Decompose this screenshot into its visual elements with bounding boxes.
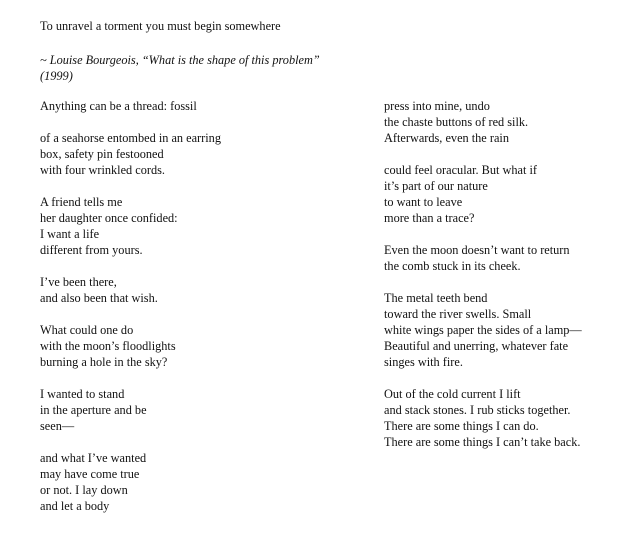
poem-line: with the moon’s floodlights [40,339,176,353]
stanza-break [384,146,624,162]
stanza [40,450,360,514]
stanza [384,98,624,146]
poem-line: I’ve been there, [40,275,117,289]
poem-line: Beautiful and unerring, whatever fate [384,339,569,353]
stanza-break [384,274,624,290]
poem-line: What could one do [40,323,134,337]
poem-line: seen— [40,419,75,433]
poem-line: singes with fire. [384,355,463,369]
stanza [384,242,624,274]
poem-line: it’s part of our nature [384,179,488,193]
stanza-break [40,434,360,450]
stanza-break [40,178,360,194]
poem-line: box, safety pin festooned [40,147,164,161]
stanza [384,386,624,450]
stanza [40,98,360,114]
poem-line: press into mine, undo [384,99,490,113]
poem-line: the comb stuck in its cheek. [384,259,521,273]
poem-line: A friend tells me [40,195,123,209]
poem-line: and also been that wish. [40,291,158,305]
stanza-break [40,306,360,322]
poem-line: or not. I lay down [40,483,128,497]
stanza [384,162,624,226]
poem-line: to want to leave [384,195,463,209]
poem-line: with four wrinkled cords. [40,163,165,177]
stanza-break [384,370,624,386]
poem-line: in the aperture and be [40,403,147,417]
poem-column-right [384,98,624,450]
poem-line: of a seahorse entombed in an earring [40,131,221,145]
stanza-break [40,370,360,386]
stanza [40,322,360,370]
poem-line: Out of the cold current I lift [384,387,521,401]
poem-line: There are some things I can’t take back. [384,435,581,449]
stanza [40,130,360,178]
poem-line: and stack stones. I rub sticks together. [384,403,571,417]
poem-line: burning a hole in the sky? [40,355,168,369]
poem-line: Even the moon doesn’t want to return [384,243,570,257]
epigraph-year: (1999) [40,69,73,83]
poem-line: I wanted to stand [40,387,125,401]
poem-line: may have come true [40,467,140,481]
poem-line: I want a life [40,227,100,241]
stanza-break [40,114,360,130]
poem-line: her daughter once confided: [40,211,178,225]
stanza-break [40,258,360,274]
poem-line: the chaste buttons of red silk. [384,115,529,129]
poem-line: Anything can be a thread: fossil [40,99,197,113]
poem-line: different from yours. [40,243,143,257]
poem-line: more than a trace? [384,211,475,225]
poem-column-left [40,98,360,514]
stanza [40,194,360,258]
poem-first-line: To unravel a torment you must begin somewhere [40,19,281,33]
stanza [384,290,624,370]
poem-line: could feel oracular. But what if [384,163,537,177]
stanza [40,274,360,306]
poem-line: and what I’ve wanted [40,451,147,465]
poem-line: There are some things I can do. [384,419,539,433]
poem-line: white wings paper the sides of a lamp— [384,323,582,337]
poem-line: and let a body [40,499,110,513]
epigraph [40,52,380,84]
poem-line: The metal teeth bend [384,291,488,305]
stanza [40,386,360,434]
stanza-break [384,226,624,242]
poem-line: toward the river swells. Small [384,307,532,321]
epigraph-attribution: ~ Louise Bourgeois, “What is the shape of this problem” [40,53,320,67]
poem-line: Afterwards, even the rain [384,131,509,145]
